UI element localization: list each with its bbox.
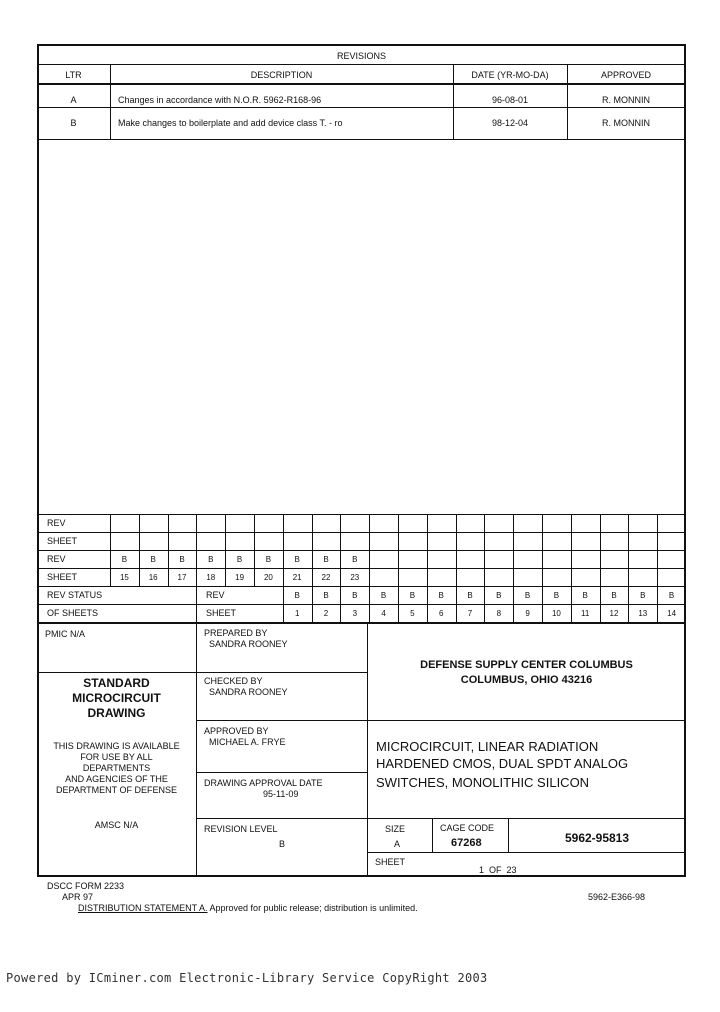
availability-line-2: FOR USE BY ALL — [80, 752, 153, 762]
sheet-cell: 16 — [148, 573, 158, 582]
availability-line-3: DEPARTMENTS — [82, 763, 151, 773]
approved-by-name: MICHAEL A. FRYE — [209, 737, 286, 747]
status-rev-cell: B — [524, 591, 531, 600]
revisions-title: REVISIONS — [336, 51, 386, 61]
drawing-number: 5962-95813 — [564, 831, 630, 845]
sheet-of: 1 OF 23 — [479, 865, 517, 875]
rev-date: 98-12-04 — [491, 118, 529, 128]
availability-line-4: AND AGENCIES OF THE — [65, 774, 168, 784]
copyright-footer: Powered by ICminer.com Electronic-Library Service CopyRight 2003 — [6, 971, 488, 985]
status-rev-label: REV — [206, 590, 225, 600]
status-rev-cell: B — [611, 591, 617, 600]
status-sheet-cell: 14 — [667, 609, 677, 618]
header-ltr: LTR — [65, 70, 82, 80]
status-sheet-label: SHEET — [206, 608, 237, 618]
status-sheet-cell: 1 — [294, 609, 300, 618]
rev-cell: B — [121, 555, 128, 564]
sheet-label: SHEET — [375, 857, 406, 867]
sheet-cell: 15 — [119, 573, 129, 582]
sheet-cell: 23 — [350, 573, 360, 582]
form-number: DSCC FORM 2233 — [47, 881, 125, 891]
status-rev-cell: B — [294, 591, 300, 600]
rev-approved: R. MONNIN — [602, 95, 650, 105]
header-approved: APPROVED — [600, 70, 651, 80]
status-sheet-cell: 6 — [438, 609, 444, 618]
status-rev-cell: B — [438, 591, 444, 600]
checked-by-name: SANDRA ROONEY — [209, 687, 288, 697]
rev-date: 96-08-01 — [491, 95, 529, 105]
rev-cell: B — [352, 555, 358, 564]
cage-code-label: CAGE CODE — [440, 823, 495, 833]
status-sheet-cell: 12 — [609, 609, 619, 618]
status-sheet-cell: 7 — [467, 609, 473, 618]
header-description: DESCRIPTION — [250, 70, 313, 80]
status-sheet-cell: 9 — [525, 609, 530, 618]
status-rev-cell: B — [409, 591, 416, 600]
sheet-cell: 22 — [321, 573, 331, 582]
availability-line-5: DEPARTMENT OF DEFENSE — [55, 785, 178, 795]
rev-cell: B — [294, 555, 300, 564]
status-sheet-cell: 2 — [323, 609, 329, 618]
rev-cell: B — [323, 555, 329, 564]
status-rev-cell: B — [553, 591, 560, 600]
revision-level-label: REVISION LEVEL — [204, 824, 278, 834]
status-rev-cell: B — [323, 591, 329, 600]
sheet-label-1: SHEET — [47, 536, 78, 546]
status-sheet-cell: 8 — [496, 609, 502, 618]
status-rev-cell: B — [380, 591, 387, 600]
availability-line-1: THIS DRAWING IS AVAILABLE — [53, 741, 180, 751]
status-rev-cell: B — [467, 591, 473, 600]
status-rev-cell: B — [640, 591, 646, 600]
sheet-cell: 20 — [263, 573, 273, 582]
prepared-by-name: SANDRA ROONEY — [209, 639, 288, 649]
status-sheet-cell: 3 — [352, 609, 358, 618]
cage-code-value: 67268 — [451, 837, 482, 849]
distribution-label: DISTRIBUTION STATEMENT A. — [78, 903, 208, 913]
sheet-cell: 18 — [206, 573, 216, 582]
standard-title-3: DRAWING — [87, 706, 146, 720]
standard-title-2: MICROCIRCUIT — [72, 691, 161, 705]
status-rev-cell: B — [582, 591, 588, 600]
approved-by-label: APPROVED BY — [204, 726, 269, 736]
rev-cell: B — [236, 555, 243, 564]
status-rev-cell: B — [668, 591, 675, 600]
rev-description: Make changes to boilerplate and add device class T. - ro — [118, 118, 343, 128]
rev-cell: B — [150, 555, 156, 564]
of-sheets-label: OF SHEETS — [47, 608, 99, 618]
sheet-cell: 19 — [235, 573, 245, 582]
document-code: 5962-E366-98 — [588, 892, 646, 902]
status-sheet-cell: 4 — [381, 609, 386, 618]
drawing-title-2: HARDENED CMOS, DUAL SPDT ANALOG — [376, 756, 629, 771]
approval-date-label: DRAWING APPROVAL DATE — [204, 778, 323, 788]
dscc-address: COLUMBUS, OHIO 43216 — [460, 674, 593, 686]
drawing-title-3: SWITCHES, MONOLITHIC SILICON — [376, 775, 590, 790]
drawing-title-1: MICROCIRCUIT, LINEAR RADIATION — [376, 739, 599, 754]
distribution-statement — [78, 903, 418, 913]
header-date: DATE (YR-MO-DA) — [471, 70, 549, 80]
status-sheet-cell: 11 — [581, 609, 590, 618]
amsc-label: AMSC N/A — [94, 820, 139, 830]
checked-by-label: CHECKED BY — [204, 676, 263, 686]
rev-label-2: REV — [47, 554, 66, 564]
rev-ltr: B — [70, 118, 77, 128]
rev-approved: R. MONNIN — [602, 118, 650, 128]
status-rev-cell: B — [352, 591, 358, 600]
sheet-label-2: SHEET — [47, 572, 78, 582]
rev-status-label: REV STATUS — [47, 590, 103, 600]
pmic-label: PMIC N/A — [45, 629, 86, 639]
size-label: SIZE — [385, 824, 406, 834]
size-value: A — [394, 839, 401, 849]
status-sheet-cell: 5 — [410, 609, 415, 618]
revision-level: B — [279, 839, 286, 849]
rev-cell: B — [265, 555, 272, 564]
approval-date: 95-11-09 — [263, 789, 299, 799]
rev-description: Changes in accordance with N.O.R. 5962-R168-96 — [118, 95, 322, 105]
form-date: APR 97 — [62, 892, 94, 902]
status-sheet-cell: 13 — [638, 609, 648, 618]
sheet-cell: 17 — [177, 573, 187, 582]
status-sheet-cell: 10 — [551, 609, 561, 618]
rev-label-1: REV — [47, 518, 66, 528]
prepared-by-label: PREPARED BY — [204, 628, 268, 638]
sheet-cell: 21 — [292, 573, 302, 582]
status-rev-cell: B — [496, 591, 502, 600]
rev-cell: B — [208, 555, 214, 564]
distribution-text: Approved for public release; distribution is unlimited. — [209, 903, 418, 913]
standard-title-1: STANDARD — [83, 676, 150, 690]
rev-cell: B — [179, 555, 185, 564]
rev-ltr: A — [70, 95, 77, 105]
dscc-name: DEFENSE SUPPLY CENTER COLUMBUS — [420, 659, 633, 671]
